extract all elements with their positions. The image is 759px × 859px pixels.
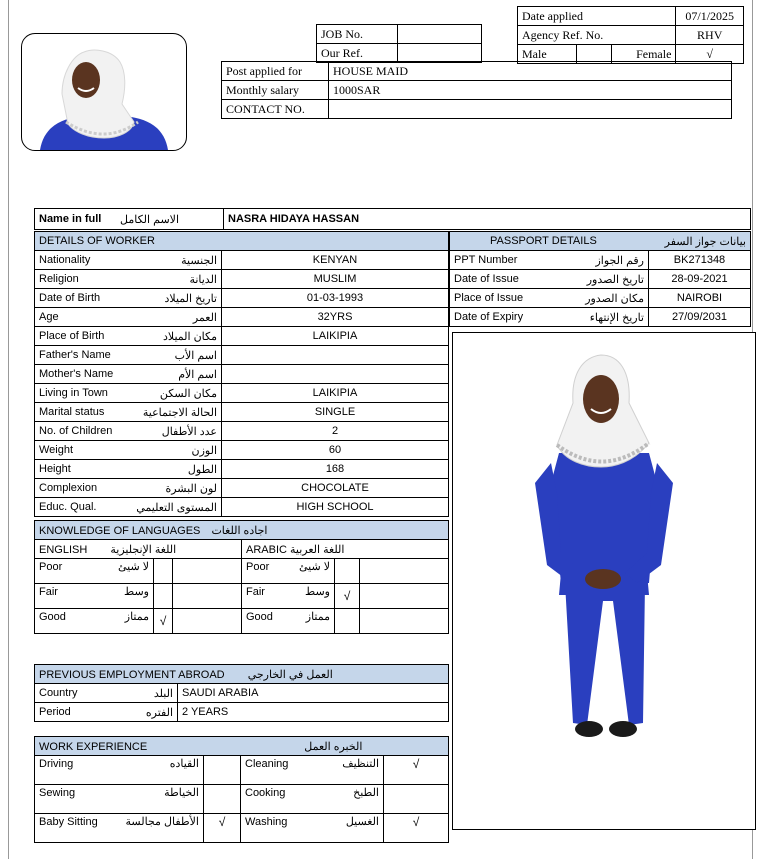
full-photo-frame bbox=[452, 332, 756, 830]
employment-row bbox=[35, 684, 449, 703]
passport-row bbox=[450, 251, 751, 270]
date-applied-value: 07/1/2025 bbox=[676, 7, 744, 26]
worker-field-label-ar: المستوى التعليمي bbox=[136, 501, 217, 514]
arabic-level-spacer bbox=[360, 609, 449, 634]
passport-field-label-en: Place of Issue bbox=[454, 292, 524, 304]
worker-field-label-en: Weight bbox=[39, 444, 74, 456]
name-value: NASRA HIDAYA HASSAN bbox=[228, 213, 360, 225]
experience-row bbox=[35, 756, 449, 785]
worker-field-label-ar: اسم الأب bbox=[174, 349, 217, 362]
passport-field-label-cell bbox=[450, 270, 649, 289]
worker-field-label-ar: مكان السكن bbox=[159, 387, 217, 400]
name-label-en: Name in full bbox=[39, 213, 102, 225]
worker-details-table bbox=[34, 231, 449, 517]
worker-field-label-cell bbox=[35, 403, 222, 422]
arabic-level-label-cell bbox=[242, 559, 335, 584]
language-row bbox=[35, 559, 449, 584]
worker-field-label-en: Educ. Qual. bbox=[39, 501, 97, 513]
profile-photo-frame bbox=[21, 33, 187, 151]
english-level-label-en: Fair bbox=[39, 585, 58, 598]
worker-row bbox=[35, 270, 449, 289]
post-value: HOUSE MAID bbox=[329, 62, 732, 81]
worker-field-label-en: Father's Name bbox=[39, 349, 111, 361]
passport-field-label-ar: تاريخ الصدور bbox=[586, 273, 644, 286]
job-ref-table bbox=[316, 24, 482, 63]
experience-skill-label-cell bbox=[35, 785, 204, 814]
employment-title-ar: العمل في الخارجي bbox=[247, 668, 333, 681]
english-level-label-cell bbox=[35, 609, 154, 634]
worker-field-label-en: Religion bbox=[39, 273, 79, 285]
experience-skill-mark[interactable] bbox=[204, 785, 241, 814]
arabic-label-en: ARABIC bbox=[246, 543, 287, 556]
english-level-mark[interactable]: √ bbox=[154, 609, 173, 634]
employment-row bbox=[35, 703, 449, 722]
arabic-level-label-ar: وسط bbox=[305, 586, 330, 598]
arabic-level-spacer bbox=[360, 559, 449, 584]
experience-skill-label-cell bbox=[241, 814, 384, 843]
worker-field-label-cell bbox=[35, 384, 222, 403]
arabic-level-label-en: Fair bbox=[246, 585, 265, 598]
english-level-spacer bbox=[173, 609, 242, 634]
experience-skill-label-en: Sewing bbox=[39, 786, 76, 799]
passport-row bbox=[450, 289, 751, 308]
worker-field-value: 168 bbox=[222, 460, 449, 479]
experience-skill-label-en: Cleaning bbox=[245, 757, 289, 770]
worker-field-label-ar: العمر bbox=[192, 311, 217, 324]
worker-field-label-cell bbox=[35, 270, 222, 289]
passport-field-label-cell bbox=[450, 289, 649, 308]
worker-field-label-ar: لون البشرة bbox=[165, 482, 217, 495]
english-level-mark[interactable] bbox=[154, 559, 173, 584]
worker-row bbox=[35, 403, 449, 422]
worker-field-value: SINGLE bbox=[222, 403, 449, 422]
employment-field-label-cell bbox=[35, 703, 178, 722]
employment-field-value: 2 YEARS bbox=[178, 703, 449, 722]
employment-field-label-ar: الفتره bbox=[145, 706, 173, 719]
english-level-label-en: Poor bbox=[39, 560, 63, 573]
worker-field-label-ar: الحالة الاجتماعية bbox=[142, 406, 217, 419]
worker-field-label-en: Nationality bbox=[39, 254, 91, 266]
employment-field-label-en: Period bbox=[39, 706, 71, 718]
worker-field-label-en: Age bbox=[39, 311, 59, 323]
english-level-label-ar: وسط bbox=[124, 586, 149, 598]
female-label: Female bbox=[612, 45, 676, 64]
experience-row bbox=[35, 785, 449, 814]
salary-value: 1000SAR bbox=[329, 81, 732, 100]
worker-field-label-ar: عدد الأطفال bbox=[161, 425, 217, 438]
worker-field-label-en: Living in Town bbox=[39, 387, 108, 399]
passport-row bbox=[450, 270, 751, 289]
worker-field-label-cell bbox=[35, 498, 222, 517]
worker-field-label-cell bbox=[35, 308, 222, 327]
worker-field-label-cell bbox=[35, 479, 222, 498]
worker-field-value bbox=[222, 365, 449, 384]
arabic-level-label-ar: لا شيئ bbox=[298, 561, 330, 573]
experience-skill-mark[interactable] bbox=[384, 785, 449, 814]
worker-field-value: 32YRS bbox=[222, 308, 449, 327]
employment-field-label-cell bbox=[35, 684, 178, 703]
experience-title-ar: الخبره العمل bbox=[304, 740, 363, 753]
arabic-level-label-cell bbox=[242, 609, 335, 634]
experience-skill-label-ar: التنظيف bbox=[342, 758, 379, 770]
experience-skill-label-en: Baby Sitting bbox=[39, 815, 98, 828]
experience-skill-label-ar: الغسيل bbox=[345, 816, 379, 828]
language-row bbox=[35, 584, 449, 609]
worker-field-label-ar: مكان الميلاد bbox=[162, 330, 217, 343]
passport-field-label-ar: مكان الصدور bbox=[585, 292, 644, 305]
salary-label: Monthly salary bbox=[222, 81, 329, 100]
passport-title-ar: بيانات جواز السفر bbox=[664, 235, 746, 248]
arabic-level-mark[interactable]: √ bbox=[335, 584, 360, 609]
name-table bbox=[34, 208, 751, 230]
worker-field-label-en: No. of Children bbox=[39, 425, 113, 437]
job-no-value[interactable] bbox=[398, 25, 482, 44]
experience-skill-label-cell bbox=[241, 785, 384, 814]
passport-field-value: NAIROBI bbox=[649, 289, 751, 308]
language-row bbox=[35, 609, 449, 634]
employment-title-en: PREVIOUS EMPLOYMENT ABROAD bbox=[39, 668, 225, 681]
worker-field-value: LAIKIPIA bbox=[222, 384, 449, 403]
worker-row bbox=[35, 251, 449, 270]
worker-field-label-ar: الطول bbox=[187, 463, 217, 476]
english-level-spacer bbox=[173, 559, 242, 584]
arabic-level-label-en: Good bbox=[246, 610, 273, 623]
passport-field-label-en: PPT Number bbox=[454, 254, 518, 266]
worker-field-value: KENYAN bbox=[222, 251, 449, 270]
worker-row bbox=[35, 460, 449, 479]
worker-field-label-cell bbox=[35, 289, 222, 308]
employment-table bbox=[34, 664, 449, 722]
worker-field-label-ar: الوزن bbox=[191, 444, 217, 457]
experience-skill-label-en: Washing bbox=[245, 815, 288, 828]
experience-table bbox=[34, 736, 449, 843]
worker-row bbox=[35, 308, 449, 327]
worker-details-title: DETAILS OF WORKER bbox=[35, 232, 449, 251]
employment-field-label-ar: البلد bbox=[153, 687, 173, 700]
experience-skill-label-ar: الأطفال مجالسة bbox=[125, 816, 199, 828]
worker-field-label-en: Marital status bbox=[39, 406, 105, 418]
worker-field-label-en: Place of Birth bbox=[39, 330, 105, 342]
worker-row bbox=[35, 479, 449, 498]
experience-skill-mark[interactable]: √ bbox=[384, 756, 449, 785]
our-ref-value[interactable] bbox=[398, 44, 482, 63]
contact-label: CONTACT NO. bbox=[222, 100, 329, 119]
english-level-mark[interactable] bbox=[154, 584, 173, 609]
employment-field-value: SAUDI ARABIA bbox=[178, 684, 449, 703]
languages-title-ar: اجاده اللغات bbox=[211, 524, 268, 537]
arabic-level-mark[interactable] bbox=[335, 559, 360, 584]
worker-field-value bbox=[222, 346, 449, 365]
worker-field-label-cell bbox=[35, 441, 222, 460]
arabic-level-label-cell bbox=[242, 584, 335, 609]
passport-title-en: PASSPORT DETAILS bbox=[490, 235, 597, 247]
english-level-label-ar: ممتاز bbox=[124, 611, 149, 623]
agency-ref-label: Agency Ref. No. bbox=[518, 26, 676, 45]
passport-field-label-en: Date of Expiry bbox=[454, 311, 524, 323]
worker-field-value: HIGH SCHOOL bbox=[222, 498, 449, 517]
contact-value[interactable] bbox=[329, 100, 732, 119]
worker-field-label-en: Mother's Name bbox=[39, 368, 114, 380]
passport-table bbox=[449, 231, 751, 327]
female-checkbox[interactable]: √ bbox=[676, 45, 744, 64]
english-level-label-ar: لا شيئ bbox=[117, 561, 149, 573]
worker-row bbox=[35, 422, 449, 441]
worker-field-label-cell bbox=[35, 422, 222, 441]
worker-field-label-ar: اسم الأم bbox=[178, 368, 217, 381]
experience-skill-mark[interactable]: √ bbox=[204, 814, 241, 843]
passport-field-label-ar: رقم الجواز bbox=[595, 254, 644, 267]
english-level-spacer bbox=[173, 584, 242, 609]
worker-row bbox=[35, 346, 449, 365]
agency-ref-value: RHV bbox=[676, 26, 744, 45]
experience-skill-label-en: Driving bbox=[39, 757, 74, 770]
worker-field-label-cell bbox=[35, 365, 222, 384]
page-border-left bbox=[8, 0, 9, 859]
experience-skill-label-en: Cooking bbox=[245, 786, 286, 799]
passport-field-value: BK271348 bbox=[649, 251, 751, 270]
post-table bbox=[221, 61, 732, 119]
worker-field-label-cell bbox=[35, 327, 222, 346]
worker-row bbox=[35, 498, 449, 517]
worker-field-value: CHOCOLATE bbox=[222, 479, 449, 498]
arabic-level-label-en: Poor bbox=[246, 560, 270, 573]
experience-skill-label-ar: القياده bbox=[169, 758, 199, 770]
worker-field-label-en: Date of Birth bbox=[39, 292, 101, 304]
languages-title-en: KNOWLEDGE OF LANGUAGES bbox=[39, 524, 201, 537]
profile-photo bbox=[22, 34, 186, 150]
worker-field-value: 01-03-1993 bbox=[222, 289, 449, 308]
passport-field-value: 28-09-2021 bbox=[649, 270, 751, 289]
passport-field-label-en: Date of Issue bbox=[454, 273, 519, 285]
job-no-label: JOB No. bbox=[317, 25, 398, 44]
arabic-level-spacer bbox=[360, 584, 449, 609]
worker-field-label-ar: تاريخ الميلاد bbox=[164, 292, 217, 305]
date-applied-label: Date applied bbox=[518, 7, 676, 26]
arabic-level-mark[interactable] bbox=[335, 609, 360, 634]
experience-skill-label-cell bbox=[35, 814, 204, 843]
worker-field-label-en: Complexion bbox=[39, 482, 98, 494]
employment-field-label-en: Country bbox=[39, 687, 78, 699]
worker-field-value: LAIKIPIA bbox=[222, 327, 449, 346]
experience-skill-label-ar: الطبخ bbox=[353, 787, 379, 799]
english-label-ar: اللغة الإنجليزية bbox=[110, 543, 177, 556]
passport-row bbox=[450, 308, 751, 327]
worker-row bbox=[35, 327, 449, 346]
name-label-ar: الاسم الكامل bbox=[120, 213, 179, 226]
application-info-table bbox=[517, 6, 744, 64]
languages-table bbox=[34, 520, 449, 634]
male-label: Male bbox=[518, 45, 577, 64]
worker-field-label-cell bbox=[35, 460, 222, 479]
worker-field-label-en: Height bbox=[39, 463, 71, 475]
experience-skill-label-cell bbox=[35, 756, 204, 785]
worker-row bbox=[35, 441, 449, 460]
our-ref-label: Our Ref. bbox=[317, 44, 398, 63]
worker-row bbox=[35, 365, 449, 384]
worker-field-label-cell bbox=[35, 346, 222, 365]
experience-row bbox=[35, 814, 449, 843]
full-photo bbox=[453, 333, 755, 829]
experience-title-en: WORK EXPERIENCE bbox=[39, 740, 148, 753]
worker-field-label-cell bbox=[35, 251, 222, 270]
worker-field-value: 60 bbox=[222, 441, 449, 460]
worker-field-label-ar: الجنسية bbox=[181, 254, 217, 267]
experience-skill-mark[interactable]: √ bbox=[384, 814, 449, 843]
experience-skill-label-cell bbox=[241, 756, 384, 785]
experience-skill-mark[interactable] bbox=[204, 756, 241, 785]
passport-field-value: 27/09/2031 bbox=[649, 308, 751, 327]
english-level-label-cell bbox=[35, 559, 154, 584]
worker-field-label-ar: الديانة bbox=[189, 273, 217, 286]
post-label: Post applied for bbox=[222, 62, 329, 81]
passport-field-label-cell bbox=[450, 308, 649, 327]
worker-row bbox=[35, 289, 449, 308]
english-label-en: ENGLISH bbox=[39, 543, 88, 556]
passport-field-label-cell bbox=[450, 251, 649, 270]
passport-field-label-ar: تاريخ الإنتهاء bbox=[589, 311, 644, 324]
arabic-label-ar: اللغة العربية bbox=[290, 543, 345, 556]
worker-row bbox=[35, 384, 449, 403]
arabic-level-label-ar: ممتاز bbox=[305, 611, 330, 623]
english-level-label-en: Good bbox=[39, 610, 66, 623]
english-level-label-cell bbox=[35, 584, 154, 609]
experience-skill-label-ar: الخياطة bbox=[164, 787, 199, 799]
worker-field-value: MUSLIM bbox=[222, 270, 449, 289]
worker-field-value: 2 bbox=[222, 422, 449, 441]
